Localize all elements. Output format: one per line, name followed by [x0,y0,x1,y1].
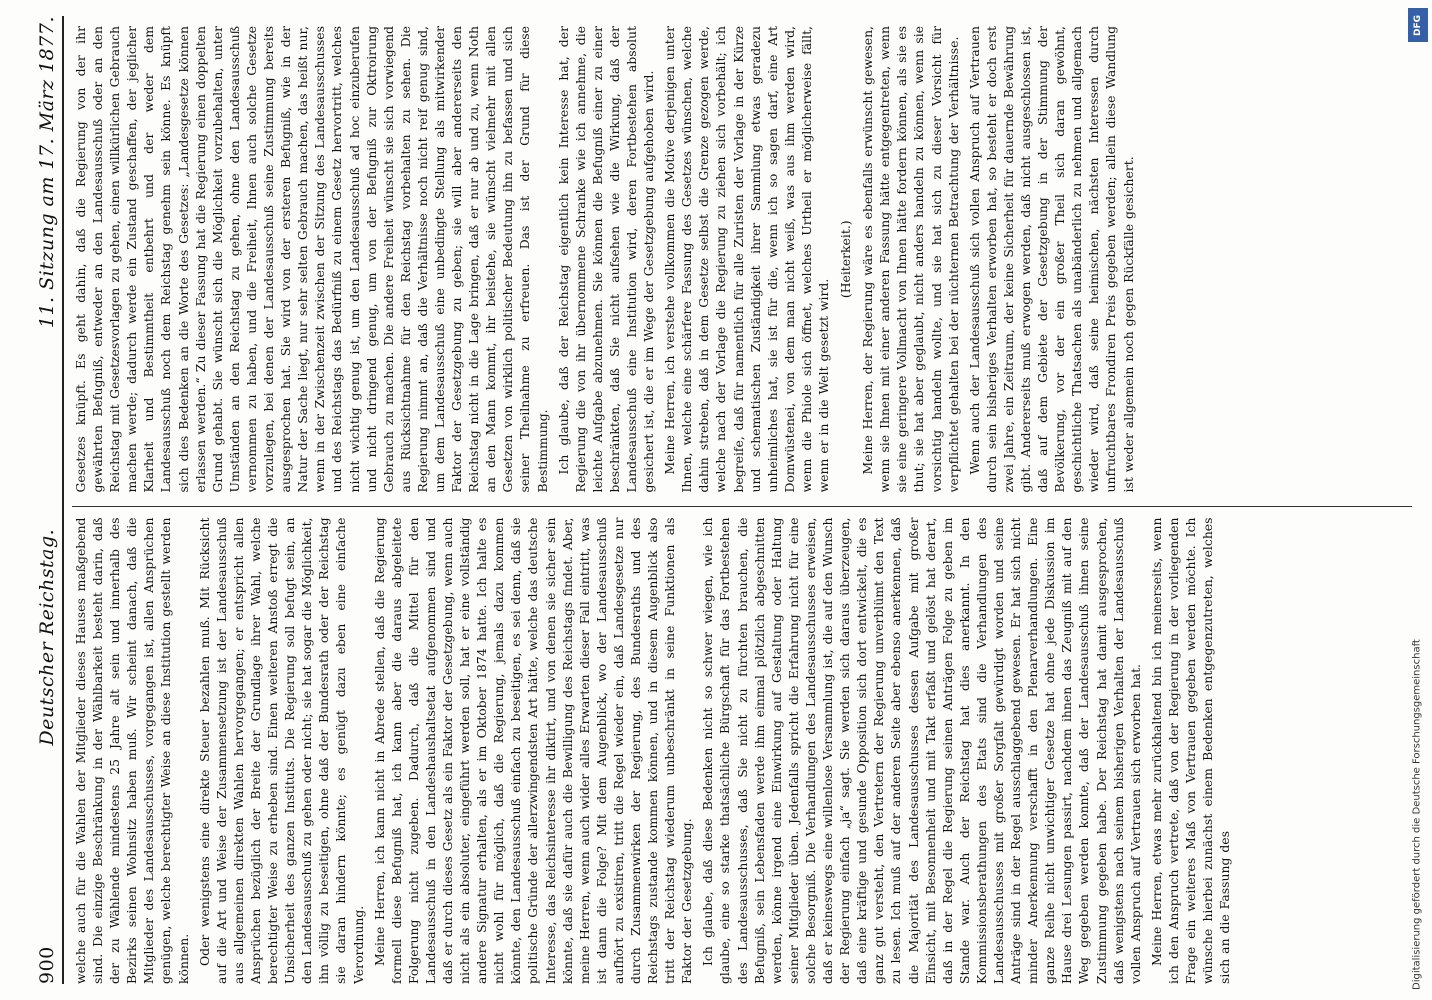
digitization-note: Digitalisierung gefördert durch die Deutsche Forschungsgemeinschaft [1411,639,1423,990]
dfg-logo-icon: DFG [1408,8,1428,42]
text-columns [72,16,1412,984]
paragraph: Meine Herren, der Regierung wäre es ebenfalls erwünscht gewesen, wenn sie Ihnen mit einer anderen Fassung hätte entgegentreten, wenn sie eine geringere Vollmacht von Ihnen hätte fordern können, als sie es thut; sie hat aber geglaubt, nicht anders handeln zu können, wenn sie vorsichtig handeln wollte, und sie hat sich zu dieser Vorsicht für verpflichtet gehalten bei der nüchternen Betrachtung der Verhältnisse. [860,26,961,493]
header-rule [62,16,64,984]
applause-note: (Heiterkeit.) [838,220,854,299]
paragraph: Ich glaube, daß diese Bedenken nicht so schwer wiegen, wie ich glaube, eine so starke thatsächliche Bürgschaft für das Fortbestehen des Landesausschusses, daß Sie nicht zu fürchten brauchen, die Befugniß, sein Lebensfaden werde ihm einmal plötzlich abgeschnitten werden, könne irgend eine Einwirkung auf Gestaltung oder Haltung seiner Mitglieder üben. Jedenfalls spricht die Erfahrung nicht für eine solche Besorgniß. Die Verhandlungen des Landesausschusses erweisen, daß er keineswegs eine willenlose Versammlung ist, die auf den Wunsch der Regierung einfach „ja“ sagt. Sie werden sich daraus überzeugen, daß eine kräftige und gesunde Opposition sich dort entwickelt, die es ganz gut versteht, den Vertretern der Regierung unverblümt den Text zu lesen. Ich muß auf der anderen Seite aber ebenso anerkennen, daß die Majorität des Landesausschusses dessen Aufgabe mit großer Einsicht, mit Besonnenheit und mit Takt erfaßt und gelöst hat derart, daß in der Regel die Regierung seinen Anträgen Folge zu geben im Stande war. Auch der Reichstag hat dies anerkannt. In den Kommissionsberathungen des Etats sind die Verhandlungen des Landesausschusses mit großer Sorgfalt gewürdigt worden und seine Anträge sind in der Regel ausschlaggebend gewesen. Er hat sich nicht minder Anerkennung verschafft in den Plenarverhandlungen. Eine ganze Reihe nicht unwichtiger Gesetze hat ohne jede Diskussion im Hause drei Lesungen passirt, nachdem ihnen das Zeugniß mit auf den Weg gegeben werden konnte, daß der Landesausschuß ihnen seine Zustimmung gegeben habe. Der Reichstag hat damit ausgesprochen, daß wenigstens nach seinem bisherigen Verhalten der Landesausschuß vollen Anspruch auf Vertrauen sich erworben hat. [700,517,1143,984]
session-title: 11. Sitzung am 17. März 1877. [36,16,58,329]
publication-title: Deutscher Reichstag. [36,528,58,746]
page-number: 900 [36,946,58,984]
paragraph: Oder wenigstens eine direkte Steuer bezahlen muß. Mit Rücksicht auf die Art und Weise der Zusammensetzung ist der Landesausschuß aus allgemeinen direkten Wahlen hervorgegangen; er entspricht allen Ansprüchen bezüglich der Breite der Grundlage ihrer Wahl, welche berechtigter Weise zu erheben sind. Einen weiteren Anstoß erregt die Unsicherheit des ganzen Instituts. Die Regierung soll befugt sein, an den Landesausschuß zu gehen oder nicht; sie hat sogar die Möglichkeit, ihn völlig zu beseitigen, ohne daß der Bundesrath oder der Reichstag sie daran hindern könnte; es genügt dazu eben eine einfache Verordnung. [196,517,366,984]
page-header [14,16,58,984]
paragraph: Meine Herren, ich verstehe vollkommen die Motive derjenigen unter Ihnen, welche eine schärfere Fassung des Gesetzes wünschen, welche dahin streben, daß in dem Gesetze selbst die Grenze gezogen werde, welche nach der Vorlage die Regierung zu ziehen sich vorbehält; ich begreife, daß für namentlich für alle Zuristen der Vorlage in der Kürze und schematischen Zuständigkeit ihrer Sammlung etwas geradezu unheimliches hat, sie ist für die, wenn ich so sagen darf, eine Art Domwüstenei, von dem man nicht weiß, was aus ihm werden wird, wenn die Phiole sich öffnet, welches Urtheil er möglicherweise fällt, wenn er in die Welt gesetzt wird. [662,26,832,493]
column-left [72,507,1412,985]
paragraph: Meine Herren, etwas mehr zurückhaltend bin ich meinerseits, wenn ich den Anspruch vertrete, daß von der Regierung in der vorliegenden Frage ein weiteres Maß von Vertrauen gegeben werden möchte. Ich wünsche hierbei zunächst einem Bedenken entgegenzutreten, welches sich an die Fassung des [1148,517,1233,984]
paragraph: Meine Herren, ich kann nicht in Abrede stellen, daß die Regierung formell diese Befugniß hat, ich kann aber die daraus abgeleitete Folgerung nicht zugeben. Dadurch, daß die Mittel für den Landesausschuß in den Landeshaushaltsetat aufgenommen sind und daß er durch dieses Gesetz als ein Faktor der Gesetzgebung, wenn auch nicht als ein absoluter, eingeführt werden soll, hat er eine vollständig andere Signatur erhalten, als er im Oktober 1874 hatte. Ich halte es nicht wohl für möglich, daß die Regierung, jemals dazu kommen könnte, den Landesausschuß einfach zu beseitigen, es sei denn, daß sie politische Gründe der allerzwingendsten Art hätte, welche das deutsche Interesse, das Reichsinteresse ihr diktirt, und von denen sie sicher sein könnte, daß sie dafür auch die Bewilligung des Reichstags findet. Aber, meine Herren, wenn auch wider alles Erwarten dieser Fall eintritt, was ist dann die Folge? Mit dem Augenblick, wo der Landesausschuß aufhört zu existiren, tritt die Regel wieder ein, daß Landesgesetze nur durch Zusammenwirken der Regierung, des Bundesraths und des Reichstags zustande kommen können, und in diesem Augenblick also tritt der Reichstag wiederum unbeschränkt in seine Funktionen als Faktor der Gesetzgebung. [371,517,695,984]
paragraph: Gesetzes knüpft. Es geht dahin, daß die Regierung von der ihr gewährten Befugniß, entweder an den Landesausschuß oder an den Reichstag mit Gesetzesvorlagen zu gehen, einen willkürlichen Gebrauch machen werde; dadurch werde ein Zustand geschaffen, der jeglicher Klarheit und Bestimmtheit entbehrt und der weder dem Landesausschuß noch dem Reichstag genehm sein könne. Es knüpft sich dies Bedenken an die Worte des Gesetzes: „Landesgesetze können erlassen werden.“ Zu dieser Fassung hat die Regierung einen doppelten Grund gehabt. Sie wünscht sich die Möglichkeit vorzubehalten, unter Umständen an den Reichstag zu gehen, ohne den Landesausschuß vernommen zu haben, und die Freiheit, Ihnen auch solche Gesetze vorzulegen, bei denen der Landesausschuß seine Zustimmung bereits ausgesprochen hat. Sie wird von der ersteren Befugniß, wie in der Natur der Sache liegt, nur sehr selten Gebrauch machen, das heißt nur, wenn in der Zwischenzeit zwischen der Sitzung des Landesausschusses und des Reichstags das Bedürfniß zu einem Gesetz hervortritt, welches nicht wichtig genug ist, um den Landesausschuß ad hoc einzuberufen und nicht dringend genug, um von der Befugniß zur Oktroirung Gebrauch zu machen. Die andere Freiheit wünscht sie sich vorwiegend aus Rücksichtnahme für den Reichstag vorbehalten zu sehen. Die Regierung nimmt an, daß die Verhältnisse noch nicht reif genug sind, um dem Landesausschuß eine unbedingte Stellung als mitwirkender Faktor der Gesetzgebung zu geben; sie will aber andererseits den Reichstag nicht in die Lage bringen, daß er nur ab und zu, wenn Noth an den Mann kommt, ihr beistehe, sie wünscht vielmehr mit allen Gesetzen von wirklich politischer Bedeutung ihn zu befassen und sich seiner Theilnahme zu erfreuen. Das ist der Grund für diese Bestimmung. [73,26,550,493]
paragraph: Wenn auch der Landesausschuß sich vollen Anspruch auf Vertrauen durch sein bisheriges Verhalten erworben hat, so besteht er doch erst zwei Jahre, ein Zeitraum, der keine Sicherheit für dauernde Bewährung gibt. Andererseits muß erwogen werden, daß nicht ausgeschlossen ist, daß auf dem Gebiete der Gesetzgebung in der Stimmung der Bevölkerung, vor der ein großer Theil sich daran gewöhnt, geschichtliche Thatsachen als unabänderlich zu nehmen und allgemach wieder wird, daß seine heimischen, nächsten Interessen durch unfruchtbares Frondiren Preis gegeben werden; allein diese Wandlung ist weder allgemein noch gegen Rückfälle gesichert. [966,26,1136,493]
paragraph: Ich glaube, daß der Reichstag eigentlich kein Interesse hat, der Regierung die von ihr übernommene Schranke wie ich annehme, die leichte Aufgabe abzunehmen. Sie können die Befugniß einer zu einer beschränkten, daß Sie nicht aufsehen wie die Wirkung, daß der Landesausschuß eine Institution wird, deren Fortbestehen absolut gesichert ist, die er im Wege der Gesetzgebung aufgehoben wird. [555,26,657,493]
paragraph: welche auch für die Wahlen der Mitglieder dieses Hauses maßgebend sind. Die einzige Beschränkung in der Wählbarkeit besteht darin, daß der zu Wählende mindestens 25 Jahre alt sein und innerhalb des Bezirks seinen Wohnsitz haben muß. Wir scheint danach, daß die Mitglieder des Landesausschusses, vorgegangen ist, allen Ansprüchen genügen, welche berechtigter Weise an diese Institution gestellt werden können. [73,517,191,984]
column-right [72,16,1412,493]
